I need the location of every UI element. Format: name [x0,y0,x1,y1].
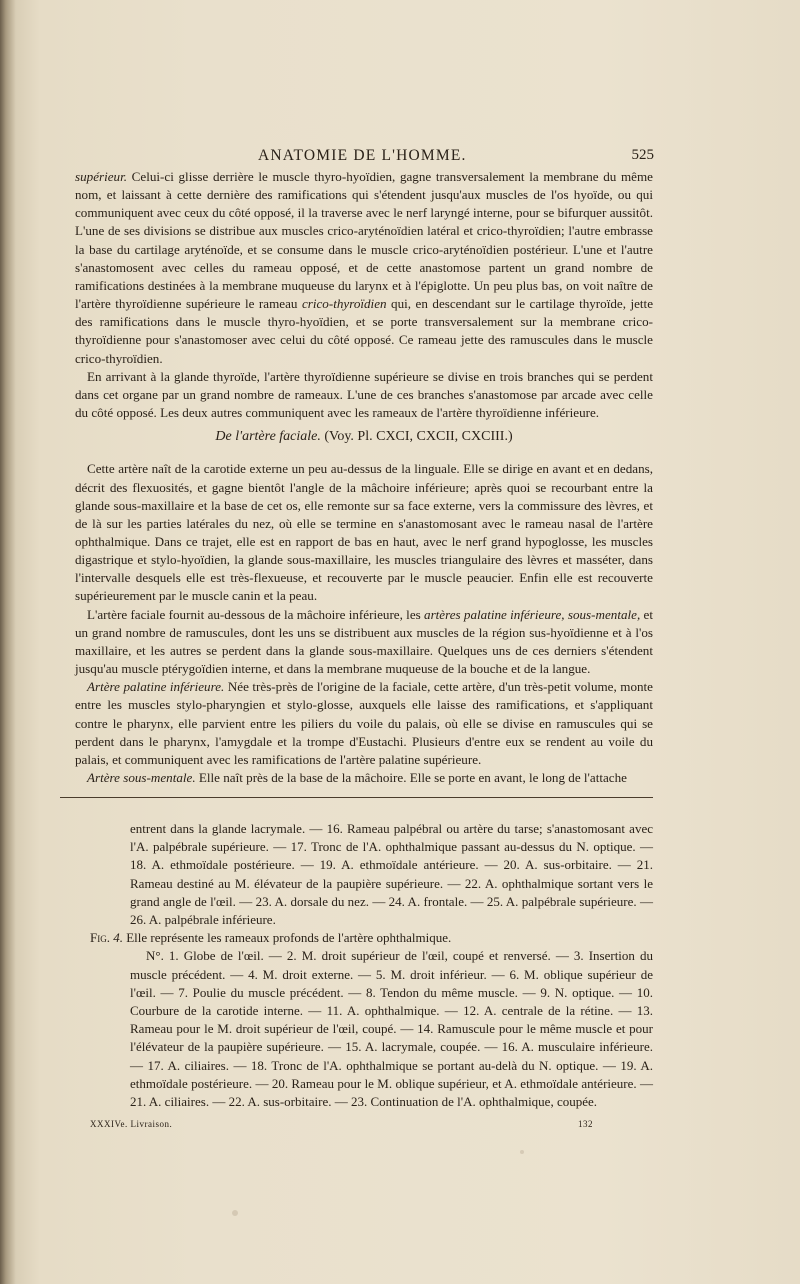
section-plate-reference: (Voy. Pl. CXCI, CXCII, CXCIII.) [320,429,513,445]
signature-mark: XXXIVe. Livraison. [90,1119,173,1129]
paragraph: Cette artère naît de la carotide externe un peu au-dessus de la linguale. Elle se dirige en avant et en dedans, décrit des flexuosités, et gagne bientôt l'angle de la mâchoire inférieure; après quoi se recourbant entre la glande sous-maxillaire et la base de cet os, elle remonte sur sa face externe, vers la commissure des lèvres, et de là sur les parties latérales du nez, où elle se termine en s'anastomosant avec le rameau nasal de l'artère ophthalmique. Dans ce trajet, elle est en rapport de bas en haut, avec le nerf grand hypoglosse, les muscles digastrique et stylo-hyoïdien, la glande sous-maxillaire, les muscles triangulaire des lèvres et masséter, dans l'intervalle desquels elle est très-flexueuse, et recouverte par le muscle peaucier. Enfin elle est recouverte supérieurement par le muscle canin et la peau. [75,461,653,604]
paragraph-text: Celui-ci glisse derrière le muscle thyro-hyoïdien, gagne transversalement la membrane du même nom, et laissant à cette dernière des ramifications qui s'étendent jusqu'aux muscles de l'os hyoïde, ou qui communiquent avec ceux du côté opposé, il la traverse avec le nerf laryngé interne, pour se bifurquer aussitôt. L'une de ses divisions se distribue aux muscles crico-aryténoïdien latéral et crico-thyroïdien; l'autre embrasse la base du cartilage aryténoïde, et se consume dans le muscle crico-aryténoïdien postérieur. L'une et l'autre s'anastomosent avec celles du rameau opposé, et de cette anastomose partent un grand nombre de ramifications destinées à la membrane muqueuse du larynx et à l'épiglotte. Un peu plus bas, on voit naître de l'artère thyroïdienne supérieure le rameau [75,169,653,312]
paper-stain [232,1210,238,1216]
paragraph [75,678,653,769]
paper-stain [520,1150,524,1154]
italic-term: artères palatine inférieure, sous-mentale, [424,606,641,622]
italic-lead: supérieur. [75,169,128,184]
paragraph: En arrivant à la glande thyroïde, l'artère thyroïdienne supérieure se divise en trois branches qui se perdent dans cet organe par un grand nombre de rameaux. L'une de ces branches s'anastomose par arcade avec celle du côté opposé. Les deux autres communiquent avec les rameaux de l'artère thyroïdienne inférieure. [75,368,653,421]
note-paragraph: entrent dans la glande lacrymale. — 16. Rameau palpébral ou artère du tarse; s'anastomosant avec l'A. palpébrale supérieure. — 17. Tronc de l'A. ophthalmique passant au-dessus du N. optique. — 18. A. ethmoïdale postérieure. — 19. A. ethmoïdale antérieure. — 20. A. sus-orbitaire. — 21. Rameau destiné au M. élévateur de la paupière supérieure. — 22. A. ophthalmique sortant vers le grand angle de l'œil. — 23. A. dorsale du nez. — 24. A. frontale. — 25. A. palpébrale supérieure. — 26. A. palpébrale inférieure. [130,821,653,928]
paragraph-text: L'artère faciale fournit au-dessous de la mâchoire inférieure, les [87,606,425,622]
paragraph-text: qui, en descendant sur le cartilage thyroïde, jette des ramifications dans le muscle thyro-hyoïdien, et se porte transversalement sur la membrane crico-thyroïdienne pour s'anastomoser avec celui du côté opposé. Ce rameau jette des ramuscules dans le muscle crico-thyroïdien. [75,296,654,366]
figure-number: 4. [113,930,123,946]
paragraph [75,168,653,368]
running-title: ANATOMIE DE L'HOMME. [258,147,467,164]
paragraph [75,769,653,787]
plate-notes [90,820,653,1111]
section-title-text: De l'artère faciale. [215,429,321,445]
paragraph-text: Elle naît près de la base de la mâchoire. Elle se porte en avant, le long de l'attache [195,770,627,785]
figure-caption [90,929,653,947]
sheet-number: 132 [578,1119,593,1129]
page-header [0,147,800,167]
paragraph [75,606,653,679]
note-paragraph: N°. 1. Globe de l'œil. — 2. M. droit supérieur de l'œil, coupé et renversé. — 3. Insertion du muscle précédent. — 4. M. droit externe. — 5. M. droit inférieur. — 6. M. oblique supérieur de l'œil. — 7. Poulie du muscle précédent. — 8. Tendon du même muscle. — 9. N. optique. — 10. Courbure de la carotide interne. — 11. A. ophthalmique. — 12. A. centrale de la rétine. — 13. Rameau pour le M. droit supérieur de l'œil, coupé. — 14. Ramuscule pour le même muscle et pour l'élévateur de la paupière supérieure. — 15. A. lacrymale, coupée. — 16. A. musculaire inférieure. — 17. A. ciliaires. — 18. Tronc de l'A. ophthalmique se portant au-delà du N. optique. — 19. A. ethmoïdale postérieure. — 20. Rameau pour le M. oblique supérieur, et A. ethmoïdale antérieure. — 21. A. ciliaires. — 22. A. sus-orbitaire. — 23. Continuation de l'A. ophthalmique, coupée. [130,948,653,1110]
paragraph-text: Née très-près de l'origine de la faciale, cette artère, d'un très-petit volume, monte entre les muscles stylo-pharyngien et stylo-glosse, auxquels elle laisse des ramifications, et s'appliquant contre le pharynx, elle parvient entre les piliers du voile du palais, où elle se divise en ramuscules qui se perdent dans le pharynx, l'amygdale et la trompe d'Eustachi. Plusieurs d'entre eux se rendent au voile du palais, et communiquent avec les ramifications de l'artère palatine supérieure. [75,679,653,767]
footnote-divider [60,797,653,798]
page-footer [0,1119,800,1133]
figure-label: Fig. [90,930,110,946]
main-text [75,168,653,787]
italic-lead: Artère palatine inférieure. [87,679,225,695]
italic-lead: Artère sous-mentale. [87,770,196,785]
italic-term: crico-thyroïdien [301,296,387,312]
section-title [75,428,653,446]
paragraph-text: et un grand nombre de ramuscules, dont les uns se distribuent aux muscles de la région sus-hyoïdienne et à l'os maxillaire, et les autres se perdent dans la glande sous-maxillaire. Quelques uns de ces derniers s'étendent jusqu'au muscle ptérygoïdien interne, et dans la membrane muqueuse de la bouche et de la langue. [75,606,653,677]
figure-caption-text: Elle représente les rameaux profonds de l'artère ophthalmique. [122,930,452,946]
page-number: 525 [631,147,654,163]
